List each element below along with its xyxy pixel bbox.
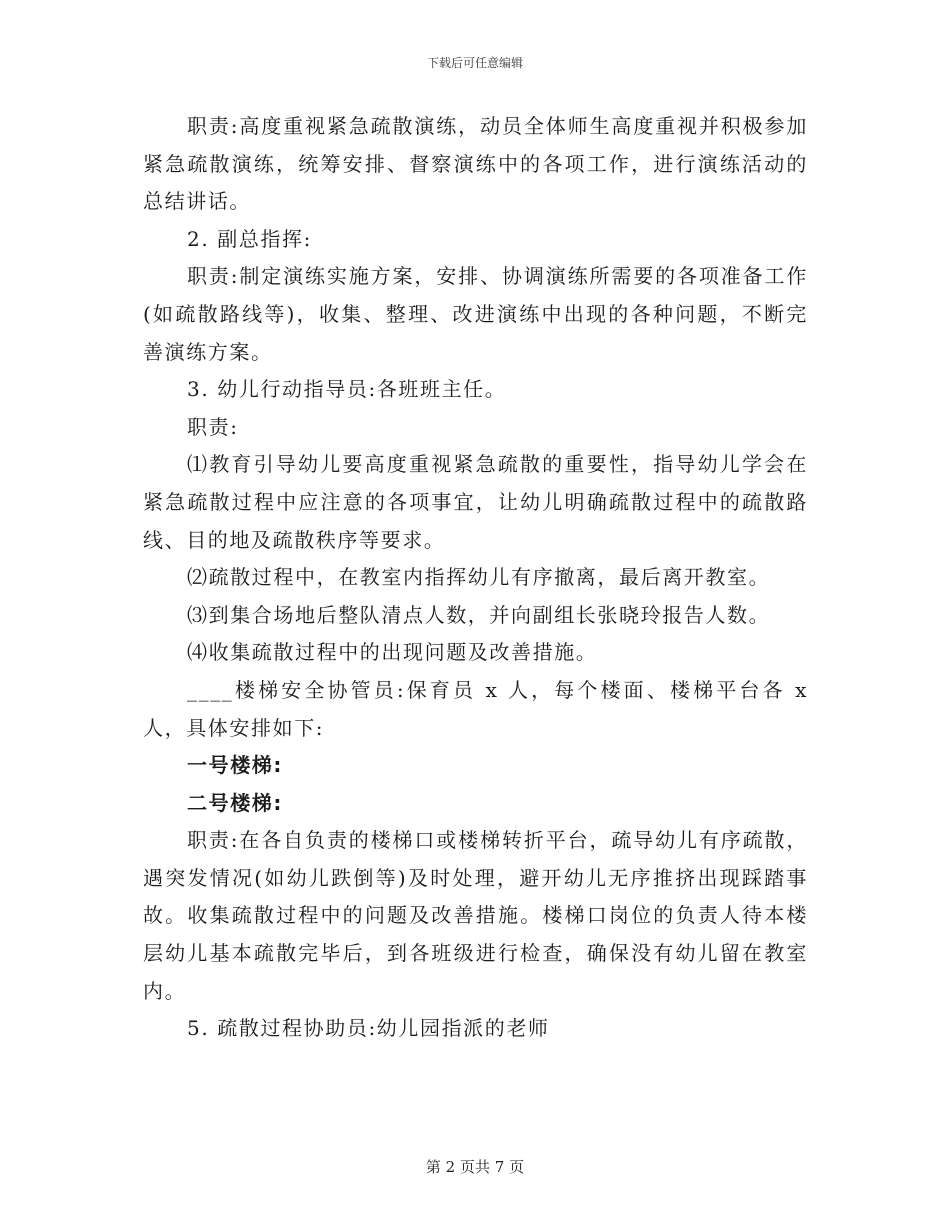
list-item-2: ⑵疏散过程中，在教室内指挥幼儿有序撤离，最后离开教室。 [187,565,771,590]
paragraph-deputy-duties: 职责:制定演练实施方案，安排、协调演练所需要的各项准备工作(如疏散路线等)，收集、整理、改进演练中出现的各种问题，不断完善演练方案。 [143,264,808,364]
heading-stair-coordinator: ____楼梯安全协管员:保育员 x 人，每个楼面、楼梯平台各 x 人，具体安排如下: [143,677,808,740]
heading-evacuation-assistant: 5. 疏散过程协助员:幼儿园指派的老师 [187,1016,550,1041]
label-duties: 职责: [187,414,239,439]
paragraph-stair-duties: 职责:在各自负责的楼梯口或楼梯转折平台，疏导幼儿有序疏散，遇突发情况(如幼儿跌倒等)及时处理，避开幼儿无序推挤出现踩踏事故。收集疏散过程中的问题及改善措施。楼梯口岗位的负责人待本楼层幼儿基本疏散完毕后，到各班级进行检查，确保没有幼儿留在教室内。 [143,828,808,1003]
heading-deputy-commander: 2. 副总指挥: [187,226,312,251]
document-body [143,108,808,1048]
paragraph-chief-duties: 职责:高度重视紧急疏散演练，动员全体师生高度重视并积极参加紧急疏散演练，统筹安排、督察演练中的各项工作，进行演练活动的总结讲话。 [143,114,808,214]
heading-child-guide: 3. 幼儿行动指导员:各班班主任。 [187,377,507,402]
list-item-1: ⑴教育引导幼儿要高度重视紧急疏散的重要性，指导幼儿学会在紧急疏散过程中应注意的各项事宜，让幼儿明确疏散过程中的疏散路线、目的地及疏散秩序等要求。 [143,452,808,552]
heading-stair-two: 二号楼梯: [187,790,283,815]
page-header: 下载后可任意编辑 [426,56,523,70]
list-item-3: ⑶到集合场地后整队清点人数，并向副组长张晓玲报告人数。 [187,602,771,627]
page-footer: 第 2 页共 7 页 [425,1158,525,1176]
heading-stair-one: 一号楼梯: [187,753,283,778]
list-item-4: ⑷收集疏散过程中的出现问题及改善措施。 [187,640,598,665]
